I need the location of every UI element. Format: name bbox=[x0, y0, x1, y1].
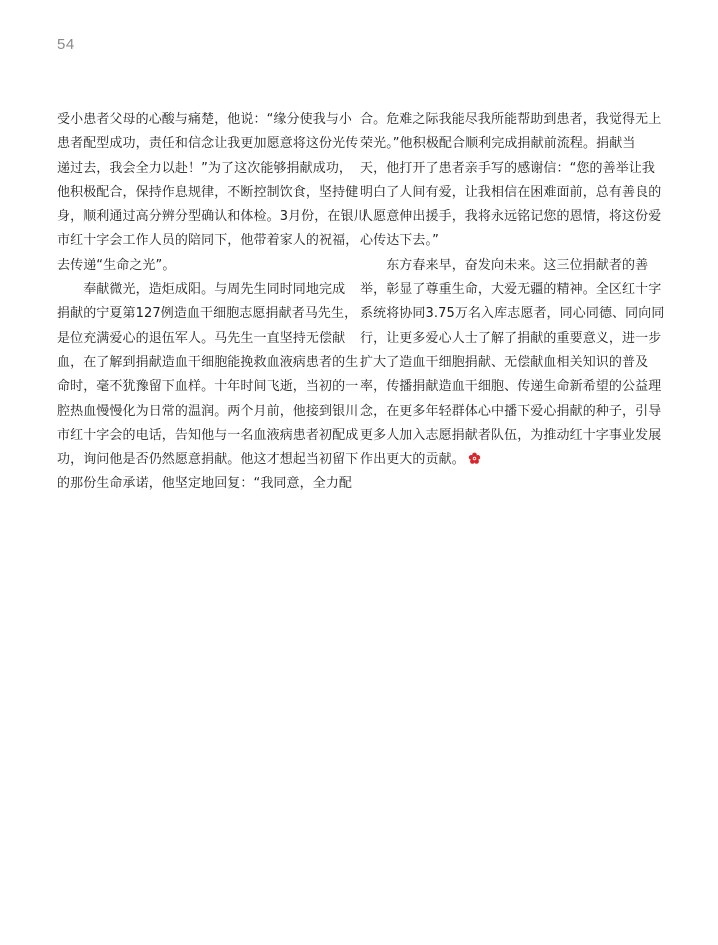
flower-icon bbox=[468, 450, 481, 463]
text-line-content: 的那份生命承诺，他坚定地回复：“我同意，全力配 bbox=[57, 476, 353, 492]
article-column-right bbox=[360, 108, 665, 472]
text-line-content: 举，彰显了尊重生命，大爱无疆的精神。全区红十字 bbox=[360, 282, 662, 298]
text-line-content: 奉献微光，造炬成阳。与周先生同时同地完成 bbox=[57, 282, 346, 298]
text-line bbox=[360, 424, 662, 448]
text-line bbox=[57, 278, 346, 302]
text-line bbox=[57, 302, 358, 326]
text-line bbox=[57, 448, 359, 472]
text-line-content: 荣光。”他积极配合顺利完成捐献前流程。捐献当 bbox=[360, 136, 636, 152]
text-line-content: 合。危难之际我能尽我所能帮助到患者，我觉得无上 bbox=[360, 112, 662, 127]
text-line bbox=[360, 254, 649, 278]
text-line-content: 东方春来早，奋发向未来。这三位捐献者的善 bbox=[360, 257, 649, 273]
text-line bbox=[360, 132, 645, 156]
text-line-content: 心传达下去。” bbox=[360, 233, 439, 249]
text-line bbox=[57, 351, 359, 375]
text-line bbox=[57, 205, 367, 229]
text-line-content: 率，传播捐献造血干细胞、传递生命新希望的公益理 bbox=[360, 379, 662, 395]
text-line bbox=[57, 424, 359, 448]
text-line bbox=[360, 351, 649, 375]
text-line bbox=[360, 375, 662, 399]
text-line bbox=[360, 327, 662, 351]
text-line bbox=[57, 327, 346, 351]
text-line-content: 扩大了造血干细胞捐献、无偿献血相关知识的普及 bbox=[360, 354, 649, 370]
text-line-content: 人愿意伸出援手，我将永远铭记您的恩情，将这份爱 bbox=[360, 209, 662, 225]
text-line-content: 明白了人间有爱，让我相信在困难面前，总有善良的 bbox=[360, 184, 662, 200]
page-number: 54 bbox=[57, 36, 75, 53]
text-line bbox=[360, 229, 645, 253]
text-line bbox=[57, 132, 359, 156]
text-line-content: 血，在了解到捐献造血干细胞能挽救血液病患者的生 bbox=[57, 354, 359, 370]
text-line-content: 行，让更多爱心人士了解了捐献的重要意义，进一步 bbox=[360, 330, 662, 346]
text-line-content: 身，顺利通过高分辨分型确认和体检。3月份，在银川 bbox=[57, 209, 367, 225]
text-line-content: 更多人加入志愿捐献者队伍，为推动红十字事业发展 bbox=[360, 427, 662, 443]
text-line bbox=[360, 157, 656, 181]
text-line bbox=[57, 472, 353, 496]
text-line bbox=[57, 400, 359, 424]
text-line-content: 去传递“生命之光”。 bbox=[57, 257, 176, 273]
text-line bbox=[360, 448, 645, 472]
text-line-content: 患者配型成功，责任和信念让我更加愿意将这份光传 bbox=[57, 136, 359, 152]
text-line bbox=[57, 375, 359, 399]
text-line-content: 递过去，我会全力以赴！”为了这次能够捐献成功， bbox=[57, 160, 353, 176]
text-line-content: 市红十字会工作人员的陪同下，他带着家人的祝福， bbox=[57, 233, 359, 249]
text-line bbox=[360, 302, 665, 326]
text-line-content: 受小患者父母的心酸与痛楚，他说：“缘分使我与小 bbox=[57, 112, 353, 127]
text-line bbox=[57, 254, 342, 278]
text-line-content: 念，在更多年轻群体心中播下爱心捐献的种子，引导 bbox=[360, 403, 662, 419]
text-line bbox=[57, 157, 353, 181]
text-line bbox=[360, 181, 662, 205]
text-line-content: 捐献的宁夏第127例造血干细胞志愿捐献者马先生， bbox=[57, 306, 358, 322]
text-line-content: 腔热血慢慢化为日常的温润。两个月前，他接到银川 bbox=[57, 403, 359, 419]
text-line-content: 命时，毫不犹豫留下血样。十年时间飞逝，当初的一 bbox=[57, 379, 359, 395]
article-column-left bbox=[57, 108, 367, 497]
text-line-content: 他积极配合，保持作息规律，不断控制饮食，坚持健 bbox=[57, 184, 359, 200]
text-line-content: 市红十字会的电话，告知他与一名血液病患者初配成 bbox=[57, 427, 359, 443]
text-line bbox=[360, 400, 662, 424]
text-line bbox=[57, 108, 353, 132]
text-line bbox=[57, 229, 359, 253]
text-line-content: 作出更大的贡献。 bbox=[360, 452, 465, 468]
text-line-content: 系统将协同3.75万名入库志愿者，同心同德、同向同 bbox=[360, 306, 665, 322]
text-line-content: 天，他打开了患者亲手写的感谢信：“您的善举让我 bbox=[360, 160, 656, 176]
text-line bbox=[360, 205, 662, 229]
text-line bbox=[57, 181, 359, 205]
text-line bbox=[360, 278, 662, 302]
text-line-content: 功，询问他是否仍然愿意捐献。他这才想起当初留下 bbox=[57, 452, 359, 468]
text-line bbox=[360, 108, 662, 132]
text-line-content: 是位充满爱心的退伍军人。马先生一直坚持无偿献 bbox=[57, 330, 346, 346]
